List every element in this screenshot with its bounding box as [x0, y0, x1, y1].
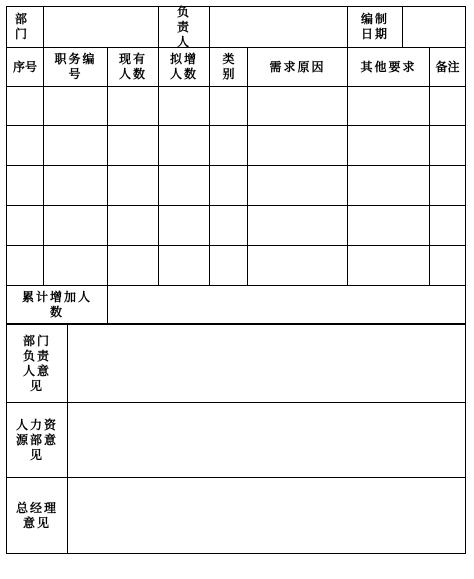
headcount-request-form — [6, 6, 466, 554]
department-label: 部门 — [14, 12, 27, 41]
table-row[interactable] — [7, 167, 465, 205]
grid-line — [43, 7, 44, 286]
total-increase-label: 累计增加人数 — [21, 290, 92, 319]
column-header-other-requirements: 其他要求 — [360, 59, 417, 74]
grid-line — [7, 47, 465, 48]
grid-line — [402, 7, 403, 48]
column-header-job-code: 职务编号 — [54, 52, 97, 81]
table-row[interactable] — [7, 87, 465, 125]
grid-line — [7, 477, 465, 478]
column-header-remarks: 备注 — [435, 59, 460, 74]
grid-line — [7, 125, 465, 126]
grid-line — [7, 402, 465, 403]
grid-line — [347, 7, 348, 286]
table-row[interactable] — [7, 127, 465, 165]
department-head-opinion-field[interactable] — [68, 326, 465, 402]
grid-line — [247, 47, 248, 286]
grid-line — [7, 285, 465, 286]
department-value[interactable] — [44, 7, 158, 47]
column-header-category: 类别 — [222, 52, 235, 81]
grid-line — [209, 7, 210, 286]
department-head-opinion-label: 部门负责人意见 — [22, 334, 51, 393]
compile-date-value[interactable] — [403, 7, 465, 47]
column-header-current-count: 现有人数 — [118, 52, 147, 81]
hr-department-opinion-label: 人力资源部意见 — [15, 417, 58, 462]
grid-line — [67, 324, 68, 553]
grid-line — [7, 86, 465, 87]
grid-line — [7, 165, 465, 166]
column-header-seq: 序号 — [13, 59, 38, 74]
grid-line — [7, 245, 465, 246]
total-increase-value[interactable] — [108, 286, 465, 324]
grid-line — [7, 205, 465, 206]
general-manager-opinion-field[interactable] — [68, 478, 465, 553]
grid-line — [429, 47, 430, 286]
table-body — [7, 87, 465, 285]
general-manager-opinion-label: 总经理意见 — [15, 500, 58, 530]
responsible-value[interactable] — [210, 7, 347, 47]
column-header-reason: 需求原因 — [269, 59, 326, 74]
hr-department-opinion-field[interactable] — [68, 403, 465, 477]
responsible-label: 负责人 — [176, 4, 191, 49]
table-row[interactable] — [7, 247, 465, 285]
grid-line — [107, 47, 108, 324]
compile-date-label: 编制日期 — [360, 12, 389, 41]
section-divider — [7, 323, 465, 325]
table-row[interactable] — [7, 207, 465, 245]
column-header-planned-increase: 拟增人数 — [169, 52, 198, 81]
grid-line — [158, 7, 159, 286]
